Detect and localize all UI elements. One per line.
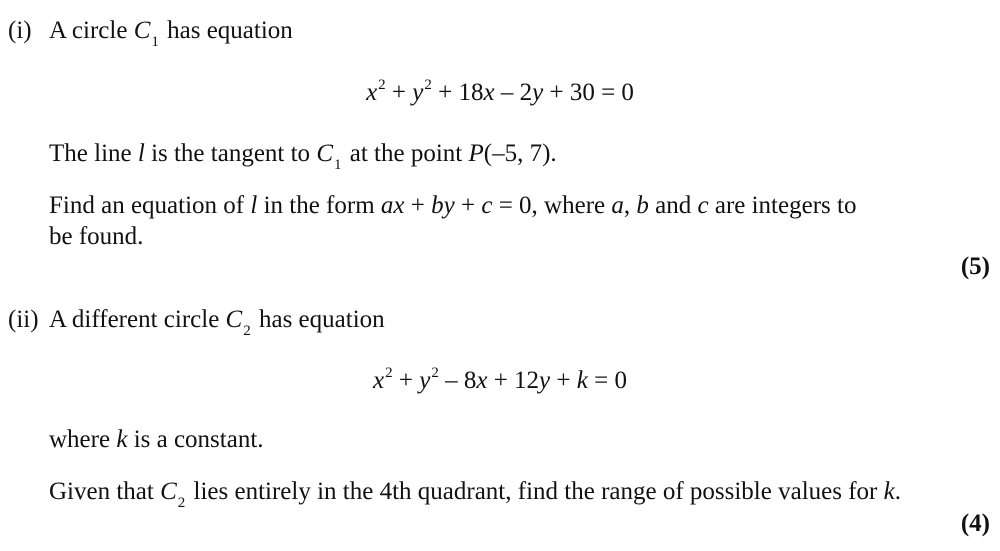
part-i-label: (i) xyxy=(8,17,32,44)
part-i-intro: A circle $C_1$ has equation xyxy=(49,17,293,50)
part-i-find-line-2: be found. xyxy=(49,223,144,250)
part-i-find-line-1: Find an equation of l in the form ax + by + c = 0, where a, b and c are integers to xyxy=(49,192,857,219)
part-ii-where-statement: where k is a constant. xyxy=(49,426,264,453)
part-i-equation: $x^2 + y^2 + 18x - 2y + 30 = 0$ xyxy=(366,77,634,106)
part-ii-label: (ii) xyxy=(8,306,39,333)
part-i-marks: (5) xyxy=(960,253,990,280)
part-ii-equation: $x^2 + y^2 - 8x + 12y + k = 0$ xyxy=(373,365,627,394)
part-ii-intro: A different circle $C_2$ has equation xyxy=(49,306,385,339)
part-ii-given-statement: Given that $C_2$ lies entirely in the 4th quadrant, find the range of possible values for k. xyxy=(49,478,901,511)
part-ii-marks: (4) xyxy=(960,510,990,537)
part-i-tangent-statement: The line l is the tangent to $C_1$ at the point P(–5, 7). xyxy=(49,140,557,173)
